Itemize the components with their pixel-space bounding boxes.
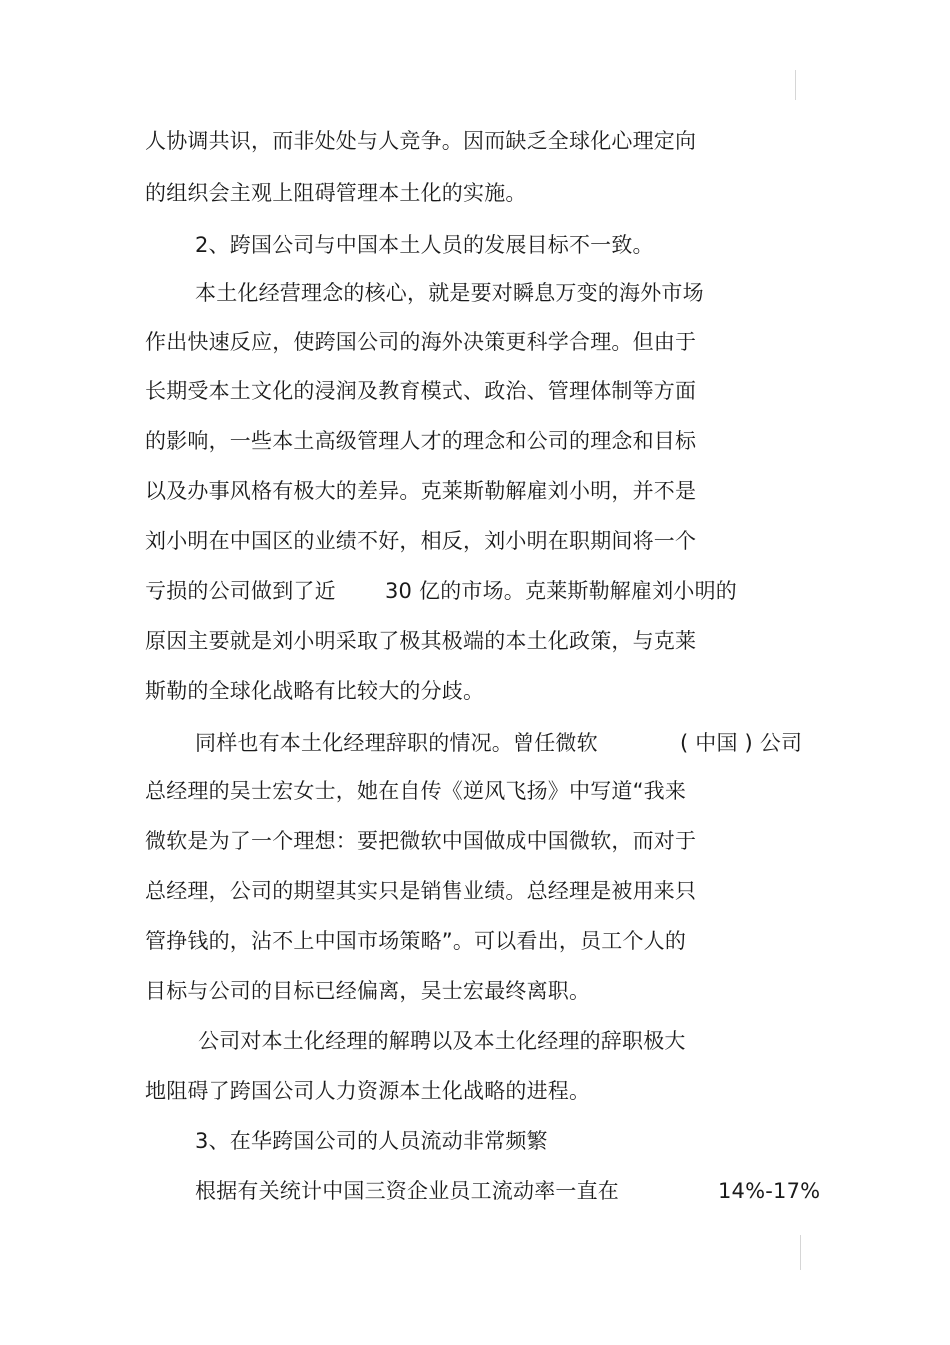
text-line: 目标与公司的目标已经偏离，吴士宏最终离职。: [145, 979, 591, 1003]
text-line: 14%-17%: [718, 1179, 821, 1203]
text-line: ( 中国 ) 公司: [680, 731, 803, 755]
text-line: 斯勒的全球化战略有比较大的分歧。: [145, 679, 485, 703]
text-line: 根据有关统计中国三资企业员工流动率一直在: [195, 1179, 619, 1203]
text-line: 原因主要就是刘小明采取了极其极端的本土化政策，与克莱: [145, 629, 697, 653]
text-line: 30 亿的市场。克莱斯勒解雇刘小明的: [385, 579, 737, 603]
text-line: 总经理的吴士宏女士，她在自传《逆风飞扬》中写道“我来: [145, 779, 687, 803]
text-line: 地阻碍了跨国公司人力资源本土化战略的进程。: [145, 1079, 591, 1103]
text-line: 管挣钱的，沾不上中国市场策略”。可以看出，员工个人的: [145, 929, 687, 953]
bottom-margin-mark: [800, 1235, 801, 1270]
top-margin-mark: [795, 70, 796, 100]
text-line: 的组织会主观上阻碍管理本土化的实施。: [145, 181, 527, 205]
text-line: 公司对本土化经理的解聘以及本土化经理的辞职极大: [198, 1029, 686, 1053]
text-line: 以及办事风格有极大的差异。克莱斯勒解雇刘小明，并不是: [145, 479, 697, 503]
text-line: 总经理，公司的期望其实只是销售业绩。总经理是被用来只: [145, 879, 697, 903]
text-line: 亏损的公司做到了近: [145, 579, 336, 603]
text-line: 本土化经营理念的核心，就是要对瞬息万变的海外市场: [195, 281, 704, 305]
text-line: 同样也有本土化经理辞职的情况。曾任微软: [195, 731, 598, 755]
text-line: 长期受本土文化的浸润及教育模式、政治、管理体制等方面: [145, 379, 697, 403]
text-line: 刘小明在中国区的业绩不好，相反，刘小明在职期间将一个: [145, 529, 697, 553]
text-line: 作出快速反应，使跨国公司的海外决策更科学合理。但由于: [145, 330, 697, 354]
section-heading: 3、在华跨国公司的人员流动非常频繁: [195, 1129, 548, 1153]
text-line: 的影响，一些本土高级管理人才的理念和公司的理念和目标: [145, 429, 697, 453]
text-line: 微软是为了一个理想：要把微软中国做成中国微软，而对于: [145, 829, 697, 853]
text-line: 人协调共识，而非处处与人竞争。因而缺乏全球化心理定向: [145, 129, 697, 153]
section-heading: 2、跨国公司与中国本土人员的发展目标不一致。: [195, 233, 654, 257]
